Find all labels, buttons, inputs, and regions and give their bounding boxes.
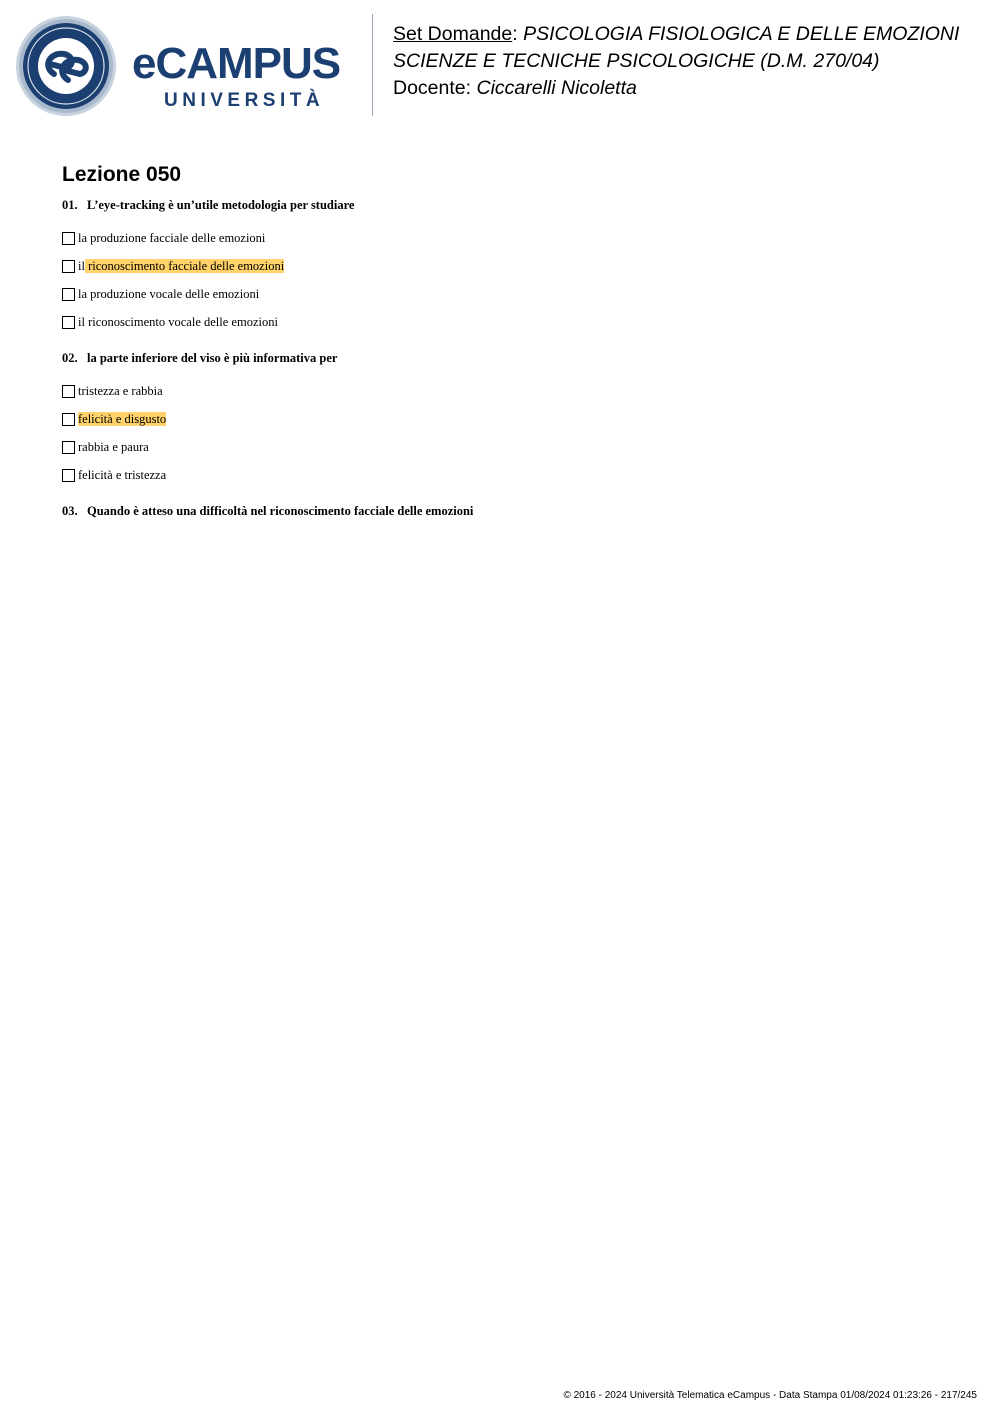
question-03: [62, 502, 962, 520]
answer-option[interactable]: [62, 252, 962, 280]
logo-brand-text: eCAMPUS: [132, 39, 341, 88]
logo-subtitle-text: UNIVERSITÀ: [164, 90, 325, 111]
question-list: [62, 196, 962, 533]
answer-checkbox[interactable]: [62, 316, 75, 329]
correct-answer-highlight: riconoscimento facciale delle emozioni: [84, 259, 285, 273]
question-label: L’eye-tracking è un’utile metodologia per studiare: [87, 198, 355, 212]
question-number: 01.: [62, 198, 78, 212]
question-text: [62, 196, 962, 214]
lesson-title: Lezione 050: [62, 163, 182, 186]
set-domande-separator: :: [512, 23, 518, 45]
question-number: 03.: [62, 504, 78, 518]
answer-option[interactable]: [62, 461, 962, 489]
answer-checkbox[interactable]: [62, 469, 75, 482]
teacher-name: Ciccarelli Nicoletta: [476, 77, 637, 99]
question-02: [62, 349, 962, 489]
header-divider: [372, 14, 373, 116]
question-label: Quando è atteso una difficoltà nel riconoscimento facciale delle emozioni: [87, 504, 474, 518]
header-teacher-line: [393, 75, 993, 102]
answer-label: il riconoscimento vocale delle emozioni: [78, 315, 278, 329]
answer-label: [78, 411, 166, 427]
answer-option[interactable]: [62, 280, 962, 308]
page-footer: © 2016 - 2024 Università Telematica eCampus - Data Stampa 01/08/2024 01:23:26 - 217/245: [563, 1390, 977, 1401]
answer-checkbox[interactable]: [62, 413, 75, 426]
answer-checkbox[interactable]: [62, 385, 75, 398]
answer-option[interactable]: [62, 308, 962, 336]
question-label: la parte inferiore del viso è più informativa per: [87, 351, 338, 365]
teacher-label: Docente:: [393, 77, 472, 99]
answer-label: la produzione vocale delle emozioni: [78, 287, 260, 301]
answer-label: la produzione facciale delle emozioni: [78, 231, 266, 245]
answer-checkbox[interactable]: [62, 260, 75, 273]
correct-answer-highlight: felicità e disgusto: [78, 412, 167, 426]
answer-label: rabbia e paura: [78, 440, 149, 454]
answer-checkbox[interactable]: [62, 232, 75, 245]
answer-label: tristezza e rabbia: [78, 384, 163, 398]
course-name: PSICOLOGIA FISIOLOGICA E DELLE EMOZIONI: [523, 23, 960, 45]
header-course-line: [393, 21, 993, 48]
ecampus-logo-graphic: [14, 14, 359, 118]
answer-option[interactable]: [62, 224, 962, 252]
answer-option[interactable]: [62, 405, 962, 433]
answer-option[interactable]: [62, 433, 962, 461]
document-header: [393, 21, 993, 102]
set-domande-label: Set Domande: [393, 23, 513, 45]
question-text: [62, 349, 962, 367]
answer-label: felicità e tristezza: [78, 468, 167, 482]
answer-option[interactable]: [62, 377, 962, 405]
question-01: [62, 196, 962, 336]
answer-checkbox[interactable]: [62, 288, 75, 301]
ecampus-logo: [14, 14, 359, 118]
question-text: [62, 502, 962, 520]
answer-label: il riconoscimento facciale delle emozioni: [78, 259, 285, 273]
degree-name: SCIENZE E TECNICHE PSICOLOGICHE (D.M. 270/04): [393, 50, 880, 72]
answer-checkbox[interactable]: [62, 441, 75, 454]
question-number: 02.: [62, 351, 78, 365]
